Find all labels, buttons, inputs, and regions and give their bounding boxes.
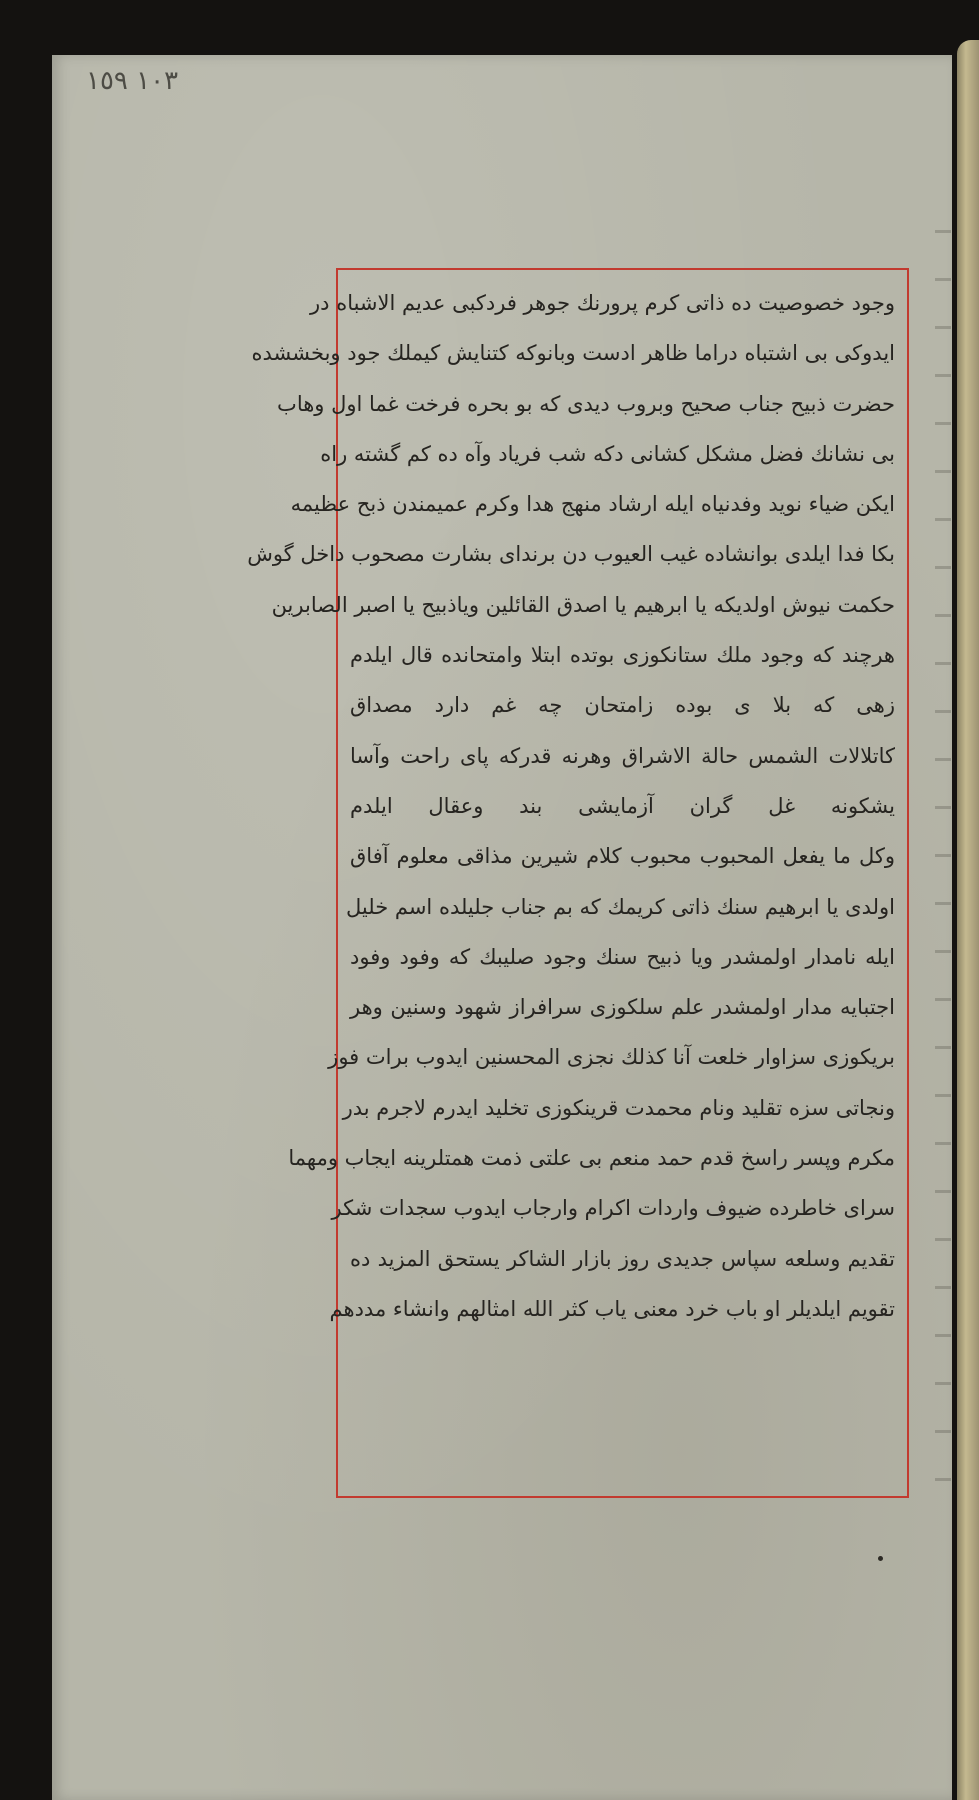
text-line: یشکونه غل گران آزمایشی بند وعقال ایلدم [350,793,895,818]
text-line: وکل ما یفعل المحبوب محبوب کلام شیرین مذاقی معلوم آفاق [350,844,895,869]
page-gutter-edge [957,40,979,1800]
text-line: ونجاتی سزه تقلید ونام محمدت قرینکوزی تخلید ایدرم لاجرم بدر [342,1095,895,1120]
text-line: حضرت ذبیح جناب صحیح وبروب دیدی که بو بحره فرخت غما اول وهاب [277,391,895,416]
text-line: ایکن ضیاء نوید وفدنیاه ایله ارشاد منهج هدا وکرم عمیمندن ذبح عظیمه [290,492,895,517]
text-line: بریکوزی سزاوار خلعت آنا کذلك نجزی المحسنین ایدوب برات فوز [328,1045,895,1070]
text-line: اجتبایه مدار اولمشدر علم سلکوزی سرافراز شهود وسنین وهر [350,995,895,1020]
ruled-text-frame [247,268,909,1498]
text-line: سرای خاطرده ضیوف واردات اکرام وارجاب ایدوب سجدات شکر [331,1196,895,1221]
text-line: کاتلالات الشمس حالة الاشراق وهرنه قدرکه پای راحت وآسا [350,743,895,768]
text-line: بی نشانك فضل مشکل کشانی دکه شب فریاد وآه ده کم گشته راه [320,441,895,466]
text-line: ایله نامدار اولمشدر ویا ذبیح سنك وجود صلیبك که وفود وفود [350,944,895,969]
text-line: هرچند که وجود ملك ستانکوزی بوتده ابتلا وامتحانده قال ایلدم [350,643,895,668]
folio-number: ١٠٣ ١٥٩ [86,66,179,96]
text-line: تقدیم وسلعه سپاس جدیدی روز بازار الشاکر یستحق المزید ده [350,1246,895,1271]
ink-speck [878,1556,883,1561]
text-line: اولدی یا ابرهیم سنك ذاتی کریمك که بم جناب جلیلده اسم خلیل [346,894,895,919]
text-line: ایدوکی بی اشتباه دراما ظاهر ادست وبانوکه کتنایش کیملك جود وبخششده [251,341,895,366]
text-line: زهی که بلا ی بوده زامتحان چه غم دارد مصداق [350,693,895,718]
text-line: تقویم ایلدیلر او باب خرد معنی یاب کثر الله امثالهم وانشاء مددهم [329,1296,895,1321]
text-lines [247,278,895,1334]
ink-bleed-through [935,230,951,1500]
text-line: حکمت نیوش اولدیکه یا ابرهیم یا اصدق القائلین ویاذبیح یا اصبر الصابرین [271,592,895,617]
text-line: وجود خصوصیت ده ذاتی کرم پرورنك جوهر فردکبی عدیم الاشباه در [310,291,895,315]
text-line: بکا فدا ایلدی بوانشاده غیب العیوب دن برندای بشارت مصحوب داخل گوش [247,542,895,567]
text-line: مکرم وپسر راسخ قدم حمد منعم بی علتی ذمت همتلرینه ایجاب ومهما [288,1146,895,1171]
